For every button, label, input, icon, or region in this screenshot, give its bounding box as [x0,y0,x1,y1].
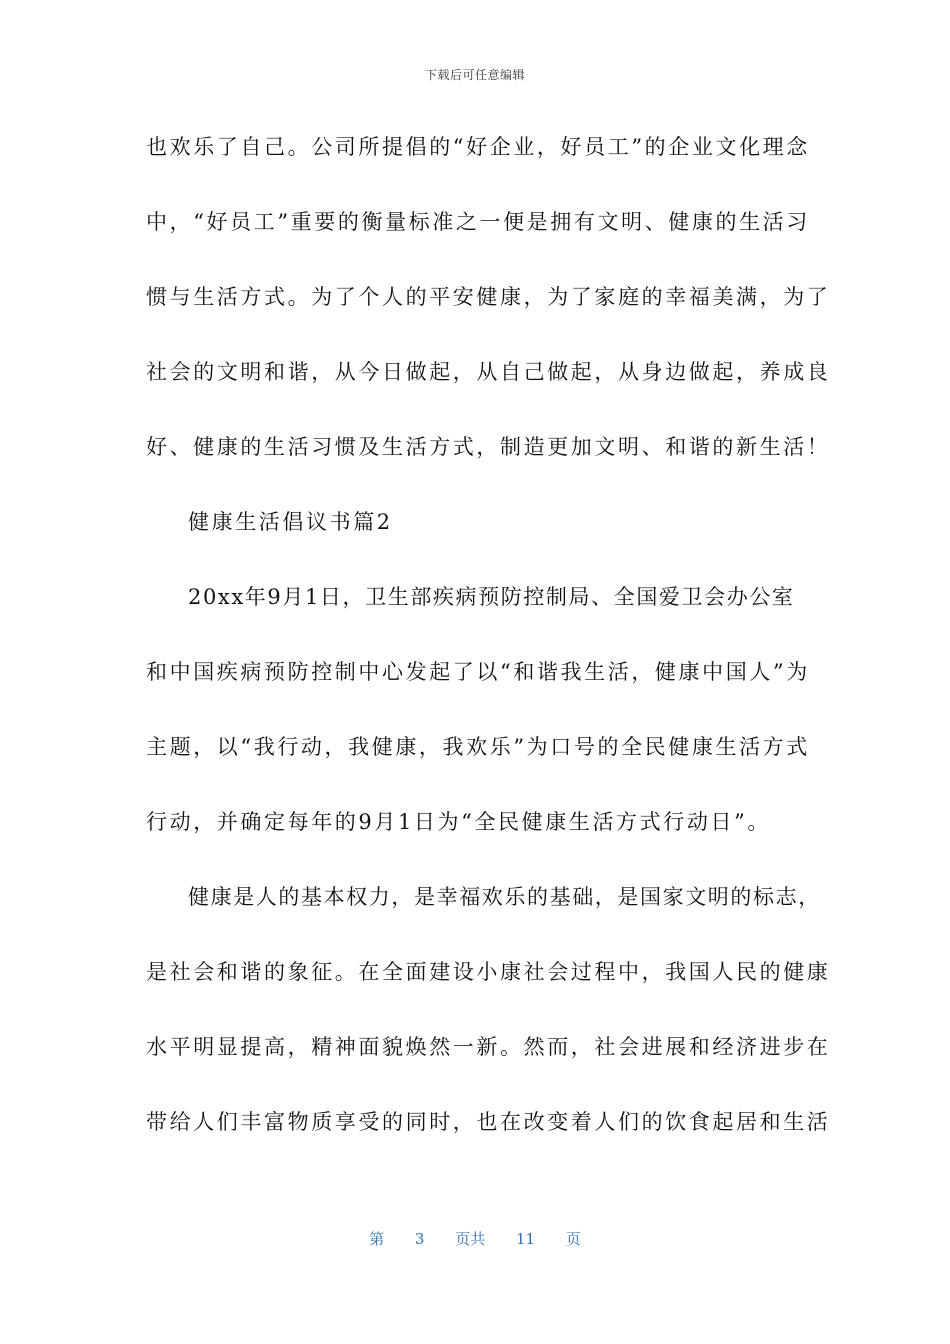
document-body [146,130,831,1180]
paragraph-line: 惯与生活方式。为了个人的平安健康，为了家庭的幸福美满，为了 [146,285,831,309]
paragraph-line: 社会的文明和谐，从今日做起，从自己做起，从身边做起，养成良 [146,360,831,384]
paragraph-line: 20xx年9月1日，卫生部疾病预防控制局、全国爱卫会办公室 [188,585,795,609]
page-header: 下载后可任意编辑 [424,68,525,82]
total-label: 页共 [455,1230,486,1248]
section-heading: 健康生活倡议书篇2 [188,510,393,534]
paragraph-line: 健康是人的基本权力，是幸福欢乐的基础，是国家文明的标志， [188,885,821,909]
paragraph-line: 是社会和谐的象征。在全面建设小康社会过程中，我国人民的健康 [146,960,831,984]
page-suffix: 页 [565,1230,581,1248]
page-footer [0,1228,950,1249]
paragraph-line: 主题，以“我行动，我健康，我欢乐”为口号的全民健康生活方式 [146,735,810,759]
paragraph-line: 中，“好员工”重要的衡量标准之一便是拥有文明、健康的生活习 [146,210,810,234]
paragraph-line: 带给人们丰富物质享受的同时，也在改变着人们的饮食起居和生活 [146,1110,831,1134]
total-pages: 11 [516,1230,536,1248]
paragraph-line: 也欢乐了自己。公司所提倡的“好企业，好员工”的企业文化理念 [146,135,810,159]
paragraph-line: 行动，并确定每年的9月1日为“全民健康生活方式行动日”。 [146,810,771,834]
paragraph-line: 水平明显提高，精神面貌焕然一新。然而，社会进展和经济进步在 [146,1035,831,1059]
paragraph-line: 好、健康的生活习惯及生活方式，制造更加文明、和谐的新生活！ [146,435,831,459]
paragraph-line: 和中国疾病预防控制中心发起了以“和谐我生活，健康中国人”为 [146,660,810,684]
page-number: 3 [414,1230,425,1248]
page-label: 第 [369,1230,385,1248]
